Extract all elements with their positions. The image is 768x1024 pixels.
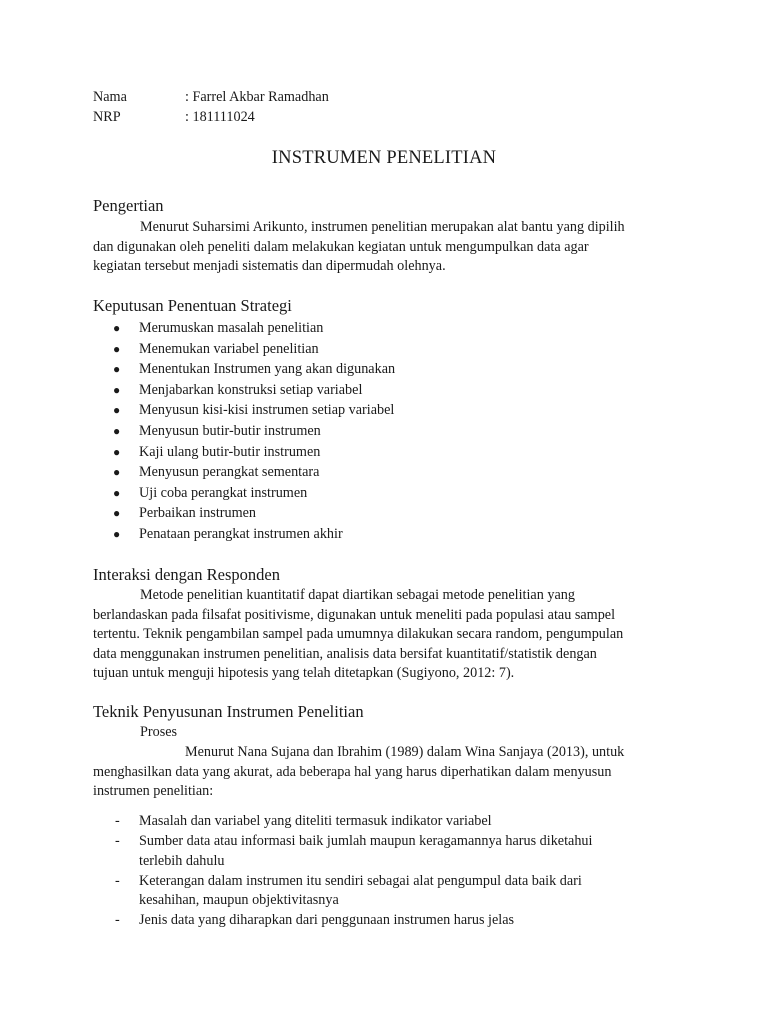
list-item xyxy=(93,318,693,339)
paragraph-line: tertentu. Teknik pengambilan sampel pada umumnya dilakukan secara random, pengumpulan xyxy=(93,626,624,642)
list-item-text: terlebih dahulu xyxy=(139,852,225,869)
requirements-dash-list xyxy=(93,812,713,931)
list-item xyxy=(93,872,713,911)
list-item-text: Menyusun kisi-kisi instrumen setiap variabel xyxy=(139,402,395,419)
list-item xyxy=(93,911,713,931)
list-item xyxy=(93,421,693,442)
list-item-text: Menjabarkan konstruksi setiap variabel xyxy=(139,381,363,398)
bullet-icon: ● xyxy=(113,341,121,356)
list-item-text: Jenis data yang diharapkan dari penggunaan instrumen harus jelas xyxy=(139,912,515,928)
heading-teknik: Teknik Penyusunan Instrumen Penelitian xyxy=(93,702,364,721)
list-item xyxy=(93,380,693,401)
dash-icon: - xyxy=(115,872,120,889)
list-item xyxy=(93,339,693,360)
paragraph-line: Menurut Suharsimi Arikunto, instrumen penelitian merupakan alat bantu yang dipilih xyxy=(140,219,625,235)
heading-interaksi: Interaksi dengan Responden xyxy=(93,565,280,584)
paragraph-line: dan digunakan oleh peneliti dalam melakukan kegiatan untuk mengumpulkan data agar xyxy=(93,238,589,255)
bullet-icon: ● xyxy=(113,423,121,438)
bullet-icon: ● xyxy=(113,485,121,500)
nrp-label: NRP xyxy=(93,109,121,125)
paragraph-line: kegiatan tersebut menjadi sistematis dan dipermudah olehnya. xyxy=(93,258,446,274)
paragraph-line: instrumen penelitian: xyxy=(93,783,214,799)
list-item-text: Menyusun perangkat sementara xyxy=(139,464,320,481)
heading-keputusan: Keputusan Penentuan Strategi xyxy=(93,296,292,315)
dash-icon: - xyxy=(115,813,120,829)
list-item xyxy=(93,359,693,380)
list-item xyxy=(93,462,693,483)
list-item-text: Sumber data atau informasi baik jumlah maupun keragamannya harus diketahui xyxy=(139,833,593,849)
paragraph-line: berlandaskan pada filsafat positivisme, digunakan untuk meneliti pada populasi atau sampel xyxy=(93,606,616,623)
paragraph-line: tujuan untuk menguji hipotesis yang telah ditetapkan (Sugiyono, 2012: 7). xyxy=(93,665,515,681)
list-item-text: Menyusun butir-butir instrumen xyxy=(139,422,321,439)
list-item-text: Penataan perangkat instrumen akhir xyxy=(139,525,343,542)
list-item-text: Merumuskan masalah penelitian xyxy=(139,320,324,336)
list-item-text: Keterangan dalam instrumen itu sendiri sebagai alat pengumpul data baik dari xyxy=(139,872,582,889)
heading-pengertian: Pengertian xyxy=(93,196,164,215)
paragraph-interaksi xyxy=(93,586,693,684)
bullet-icon: ● xyxy=(113,526,121,541)
bullet-icon: ● xyxy=(113,362,121,377)
list-item-text: Menentukan Instrumen yang akan digunakan xyxy=(139,361,396,378)
dash-icon: - xyxy=(115,912,120,928)
list-item xyxy=(93,400,693,421)
paragraph-line: menghasilkan data yang akurat, ada beberapa hal yang harus diperhatikan dalam menyusun xyxy=(93,763,612,780)
name-label: Nama xyxy=(93,89,127,105)
paragraph-line: Metode penelitian kuantitatif dapat diartikan sebagai metode penelitian yang xyxy=(140,587,575,603)
list-item-text: Uji coba perangkat instrumen xyxy=(139,484,308,501)
list-item-text: Menemukan variabel penelitian xyxy=(139,340,319,357)
list-item-text: Perbaikan instrumen xyxy=(139,505,257,522)
bullet-icon: ● xyxy=(113,321,121,335)
list-item xyxy=(93,812,713,832)
dash-icon: - xyxy=(115,833,120,849)
bullet-icon: ● xyxy=(113,403,121,418)
list-item-text: Kaji ulang butir-butir instrumen xyxy=(139,443,321,460)
bullet-icon: ● xyxy=(113,382,121,397)
paragraph-pengertian xyxy=(93,218,693,277)
list-item-text: kesahihan, maupun objektivitasnya xyxy=(139,892,339,908)
list-item-text: Masalah dan variabel yang diteliti termasuk indikator variabel xyxy=(139,813,492,829)
bullet-icon: ● xyxy=(113,465,121,480)
paragraph-teknik xyxy=(93,743,693,802)
list-item xyxy=(93,503,693,524)
bullet-icon: ● xyxy=(113,506,121,521)
nrp-value: : 181111024 xyxy=(185,109,255,125)
strategy-bullet-list xyxy=(93,318,693,545)
name-value: : Farrel Akbar Ramadhan xyxy=(185,89,329,105)
list-item xyxy=(93,483,693,504)
bullet-icon: ● xyxy=(113,444,121,459)
paragraph-line: data menggunakan instrumen penelitian, analisis data bersifat kuantitatif/statistik dengan xyxy=(93,645,597,662)
list-item xyxy=(93,524,693,545)
list-item xyxy=(93,442,693,463)
list-item xyxy=(93,832,713,871)
subheading-proses: Proses xyxy=(140,724,178,740)
document-title: INSTRUMEN PENELITIAN xyxy=(271,148,497,168)
paragraph-line: Menurut Nana Sujana dan Ibrahim (1989) dalam Wina Sanjaya (2013), untuk xyxy=(185,744,625,760)
